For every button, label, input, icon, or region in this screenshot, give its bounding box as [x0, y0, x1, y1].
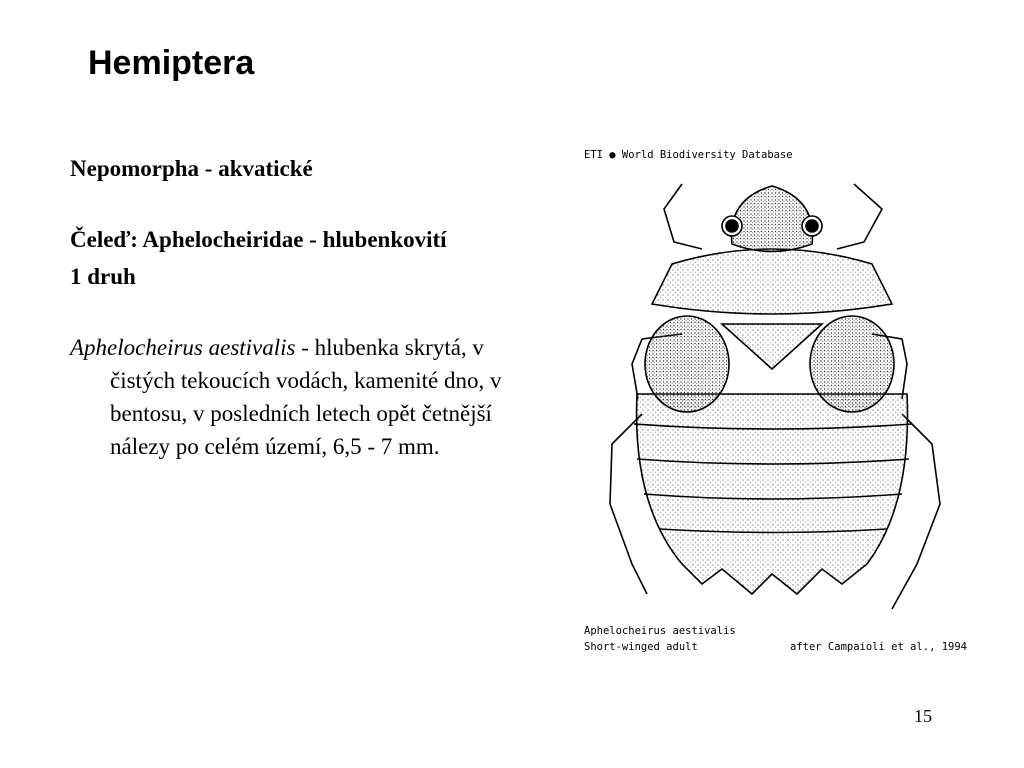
subheading: Nepomorpha - akvatické: [70, 156, 313, 181]
family-line: Čeleď: Aphelocheiridae - hlubenkovití: [70, 227, 447, 252]
wing-pad-left: [645, 316, 729, 412]
scutellum: [722, 324, 822, 369]
species-paragraph: [70, 331, 550, 463]
page-number: 15: [914, 706, 932, 726]
wing-pad-right: [810, 316, 894, 412]
pronotum: [652, 249, 892, 314]
figure-caption-stage: Short-winged adult: [584, 641, 698, 653]
insect-illustration: [582, 164, 962, 624]
figure-source-label: ETI ● World Biodiversity Database: [584, 149, 793, 161]
slide-body: [70, 152, 550, 463]
species-count: 1 druh: [70, 264, 136, 289]
antenna-left: [664, 184, 702, 249]
insect-figure: [582, 144, 968, 660]
head: [732, 186, 813, 252]
figure-caption-credit: after Campaioli et al., 1994: [790, 641, 968, 653]
slide-title: Hemiptera: [88, 44, 255, 82]
figure-caption-species: Aphelocheirus aestivalis: [584, 625, 736, 637]
abdomen: [637, 394, 908, 594]
antenna-right: [837, 184, 882, 249]
species-description: - hlubenka skrytá, v čistých tekoucích vodách, kamenité dno, v bentosu, v posledních letech opět četnější nálezy po celém území, 6,5 - 7 mm.: [110, 335, 502, 459]
species-name: Aphelocheirus aestivalis: [70, 335, 296, 360]
